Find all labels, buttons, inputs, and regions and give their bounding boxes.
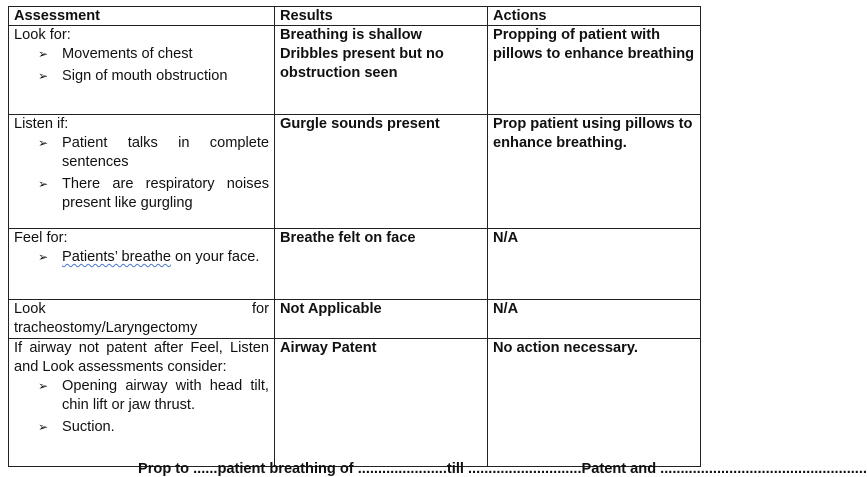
assessment-cell xyxy=(9,229,275,300)
assessment-cell xyxy=(9,339,275,467)
assessment-lead: If airway not patent after Feel, Listen and Look assessments consider: xyxy=(14,340,269,375)
table-row xyxy=(9,115,701,229)
assessment-lead: Listen if: xyxy=(14,116,69,132)
assessment-list xyxy=(14,377,269,437)
arrow-bullet-icon: ➢ xyxy=(38,250,49,264)
results-cell: Gurgle sounds present xyxy=(275,115,488,229)
header-actions: Actions xyxy=(488,7,701,26)
list-item: ➢ Patients’ breathe on your face. xyxy=(38,249,260,265)
list-item: ➢ Suction. xyxy=(38,419,115,435)
actions-cell: Propping of patient with pillows to enhance breathing xyxy=(488,26,701,115)
header-results: Results xyxy=(275,7,488,26)
spellcheck-underlined-text: Patients’ breathe xyxy=(62,249,171,265)
table-row xyxy=(9,26,701,115)
header-assessment: Assessment xyxy=(9,7,275,26)
assessment-table xyxy=(8,6,701,467)
assessment-lead: Look for xyxy=(14,301,269,317)
arrow-bullet-icon: ➢ xyxy=(38,420,49,434)
list-item: ➢ Opening airway with head tilt, chin lift or jaw thrust. xyxy=(38,378,269,413)
assessment-list xyxy=(14,248,269,267)
results-cell: Breathing is shallow Dribbles present but no obstruction seen xyxy=(275,26,488,115)
header-row xyxy=(9,7,701,26)
results-cell: Not Applicable xyxy=(275,300,488,339)
actions-cell: N/A xyxy=(488,300,701,339)
assessment-list xyxy=(14,134,269,213)
table-row xyxy=(9,300,701,339)
actions-cell: No action necessary. xyxy=(488,339,701,467)
list-item: ➢ Movements of chest xyxy=(38,46,193,62)
arrow-bullet-icon: ➢ xyxy=(38,379,49,393)
assessment-lead: Look for: xyxy=(14,27,71,43)
assessment-list xyxy=(14,45,269,86)
arrow-bullet-icon: ➢ xyxy=(38,69,49,83)
arrow-bullet-icon: ➢ xyxy=(38,47,49,61)
assessment-cell xyxy=(9,26,275,115)
cutoff-text-line: Prop to ......patient breathing of ......................till ............................Patent and ................................................... xyxy=(138,461,867,477)
assessment-lead-rest: tracheostomy/Laryngectomy xyxy=(14,320,198,336)
table-row xyxy=(9,339,701,467)
assessment-lead: Feel for: xyxy=(14,230,68,246)
arrow-bullet-icon: ➢ xyxy=(38,136,49,150)
table-row xyxy=(9,229,701,300)
list-item: ➢ There are respiratory noises present like gurgling xyxy=(38,176,269,211)
actions-cell: N/A xyxy=(488,229,701,300)
actions-cell: Prop patient using pillows to enhance breathing. xyxy=(488,115,701,229)
results-cell: Breathe felt on face xyxy=(275,229,488,300)
list-item: ➢ Patient talks in complete sentences xyxy=(38,135,269,170)
arrow-bullet-icon: ➢ xyxy=(38,177,49,191)
results-cell: Airway Patent xyxy=(275,339,488,467)
list-item: ➢ Sign of mouth obstruction xyxy=(38,68,228,84)
assessment-cell xyxy=(9,300,275,339)
assessment-cell xyxy=(9,115,275,229)
